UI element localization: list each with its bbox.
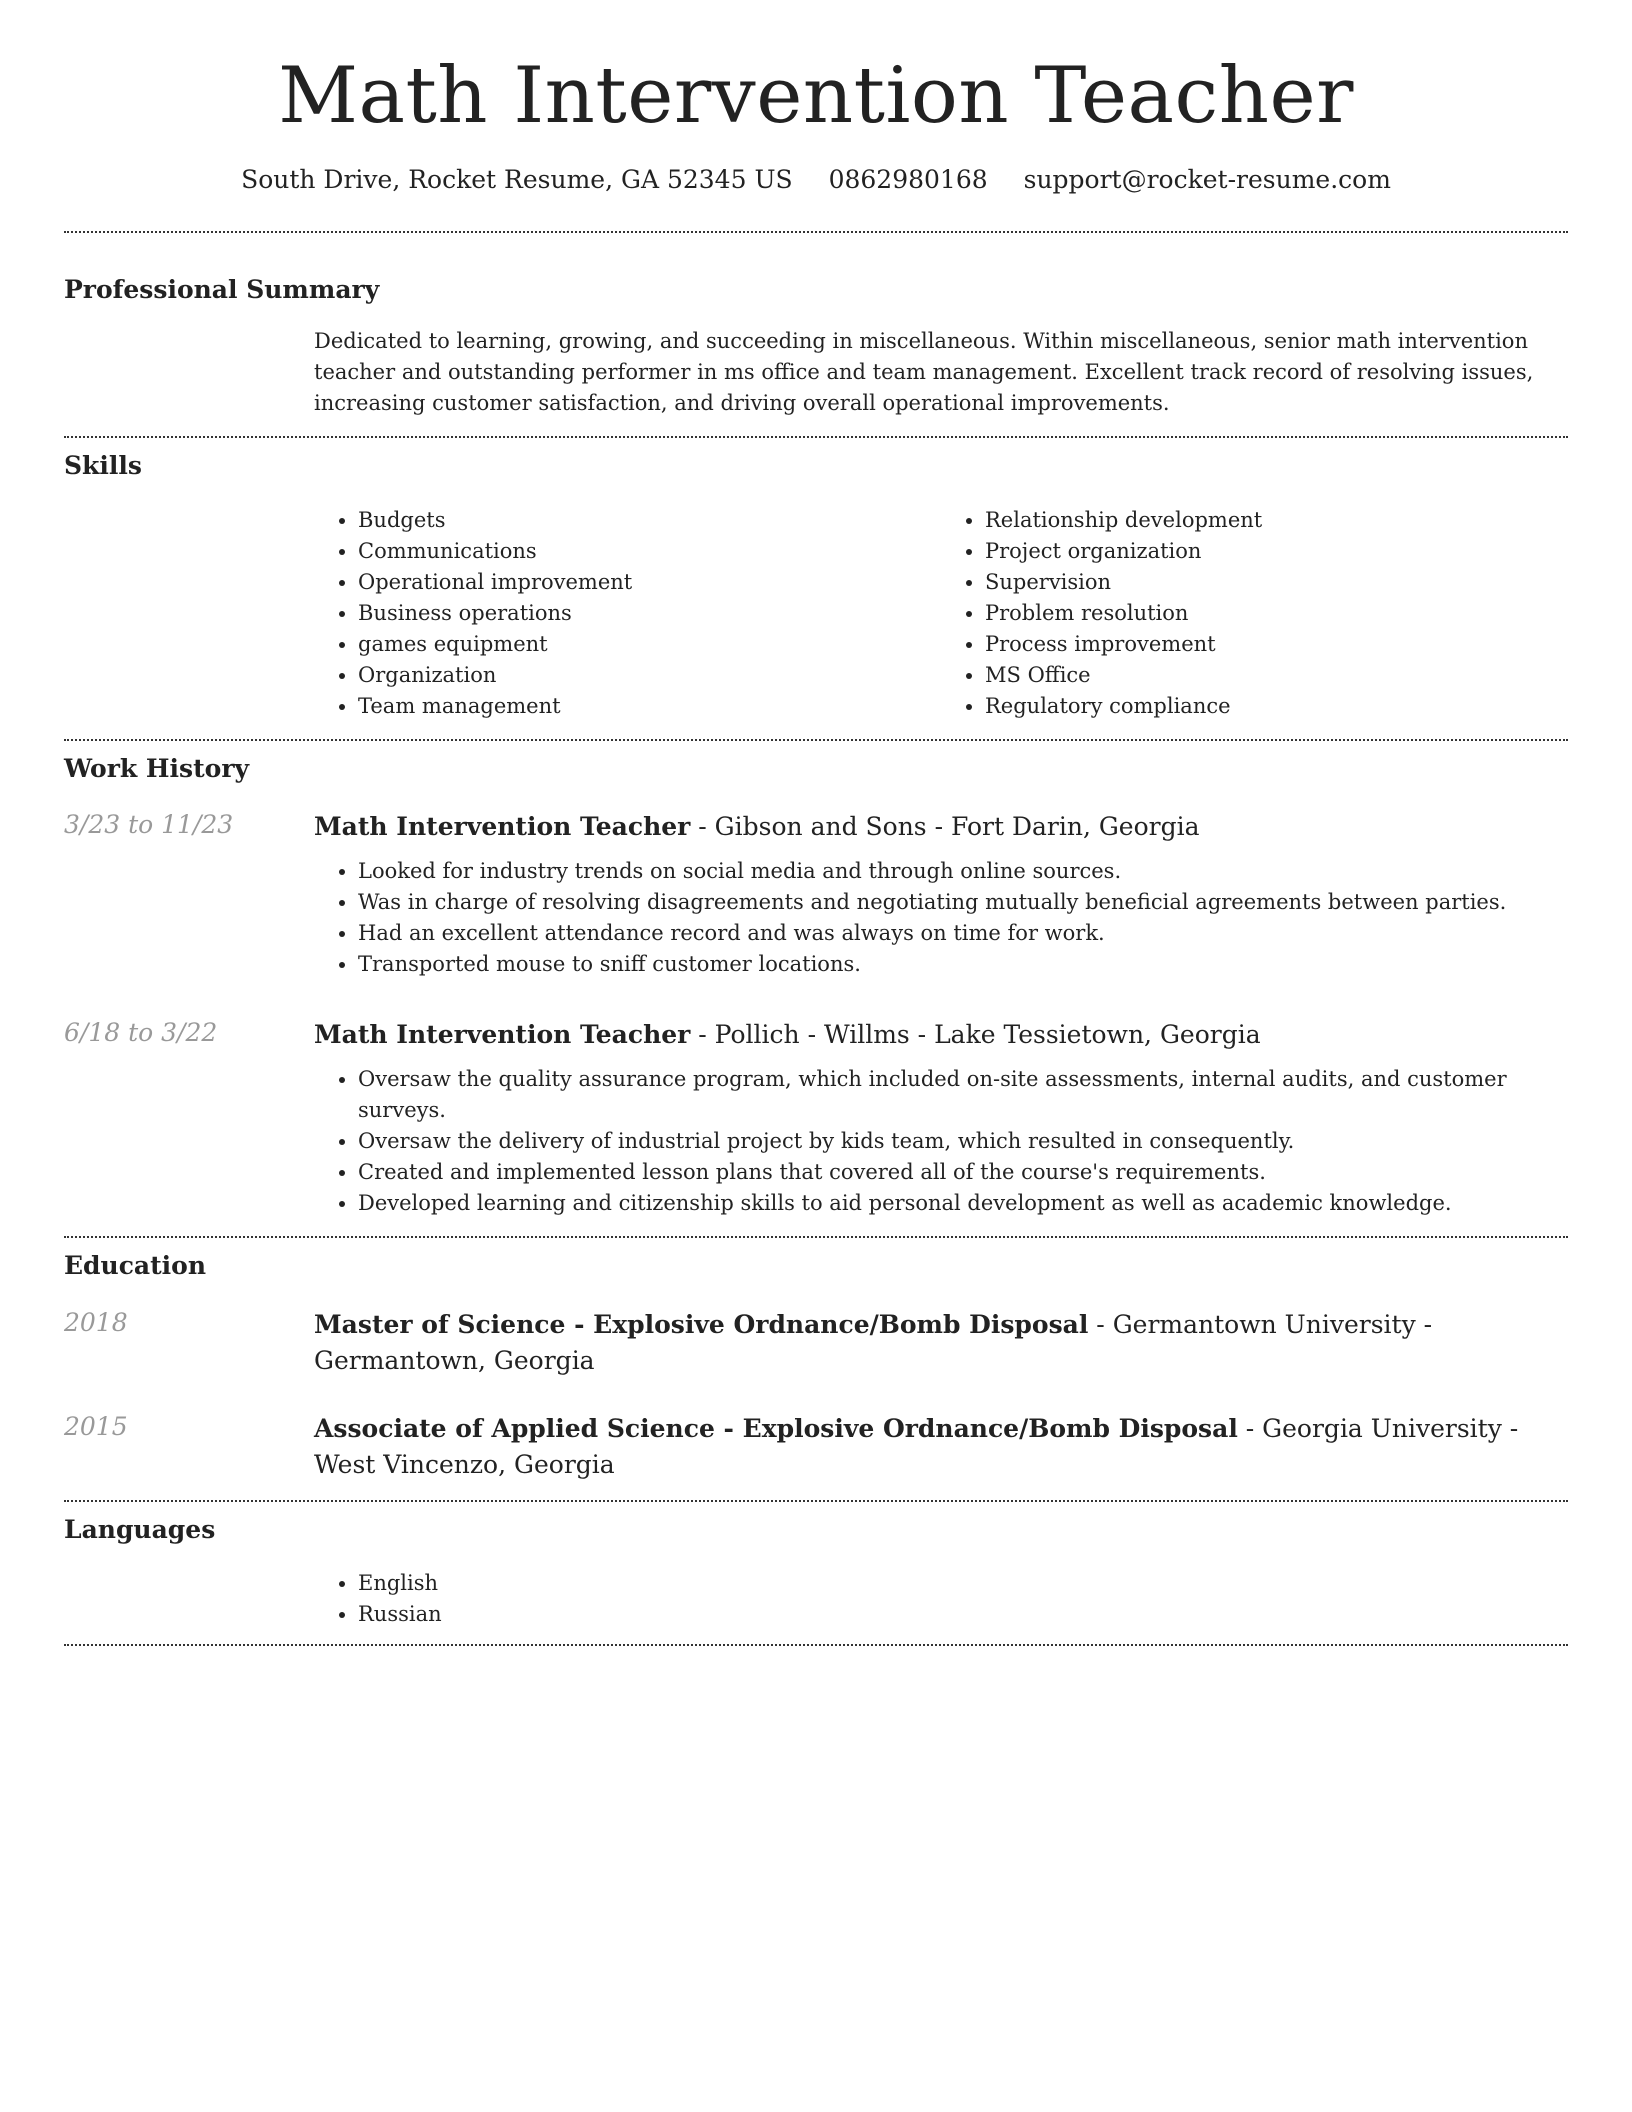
skill-item: • Supervision (985, 567, 1568, 598)
job-bullets (314, 856, 1568, 980)
job-entry (64, 1017, 1568, 1219)
skill-item: • Relationship development (985, 505, 1568, 536)
job-bullet: • Had an excellent attendance record and was always on time for work. (358, 918, 1568, 949)
education-heading: Education (64, 1251, 207, 1281)
contact-line (64, 164, 1568, 197)
skill-item: • Organization (358, 660, 941, 691)
job-bullet: • Was in charge of resolving disagreements and negotiating mutually beneficial agreements between parties. (358, 887, 1568, 918)
education-degree: Master of Science - Explosive Ordnance/Bomb Disposal (314, 1309, 1089, 1339)
job-bullet: • Looked for industry trends on social media and through online sources. (358, 856, 1568, 887)
skill-item: • Problem resolution (985, 598, 1568, 629)
contact-address: South Drive, Rocket Resume, GA 52345 US (241, 165, 793, 195)
job-bullet: • Created and implemented lesson plans that covered all of the course's requirements. (358, 1157, 1568, 1188)
job-dates: 3/23 to 11/23 (64, 810, 234, 840)
skills-list-left (314, 505, 941, 722)
language-item: • Russian (358, 1599, 1568, 1630)
job-title (314, 809, 1568, 845)
skill-item: • Team management (358, 691, 941, 722)
skill-item: • Project organization (985, 536, 1568, 567)
skill-item: • Operational improvement (358, 567, 941, 598)
languages-section (64, 1502, 1568, 1631)
languages-heading: Languages (64, 1514, 216, 1544)
languages-list (314, 1568, 1568, 1630)
job-details: - Gibson and Sons - Fort Darin, Georgia (690, 812, 1200, 842)
education-title (314, 1411, 1568, 1483)
job-dates: 6/18 to 3/22 (64, 1018, 218, 1048)
skills-list-right (941, 505, 1568, 722)
contact-email: support@rocket-resume.com (1023, 165, 1391, 195)
skills-heading: Skills (64, 451, 142, 481)
summary-section (64, 233, 1568, 420)
job-bullet: • Oversaw the quality assurance program, which included on-site assessments, internal audits, and customer surveys. (358, 1064, 1568, 1126)
job-details: - Pollich - Willms - Lake Tessietown, Georgia (690, 1020, 1261, 1050)
education-year: 2015 (64, 1411, 128, 1441)
section-divider (64, 1644, 1568, 1646)
work-section (64, 741, 1568, 1220)
job-role: Math Intervention Teacher (314, 1020, 691, 1050)
education-year: 2018 (64, 1307, 128, 1337)
summary-heading: Professional Summary (64, 274, 380, 304)
candidate-name: Math Intervention Teacher (278, 51, 1354, 141)
job-title (314, 1017, 1568, 1053)
job-bullet: • Developed learning and citizenship skills to aid personal development as well as academic knowledge. (358, 1188, 1568, 1219)
work-heading: Work History (64, 753, 250, 783)
education-title (314, 1307, 1568, 1379)
job-bullet: • Transported mouse to sniff customer locations. (358, 949, 1568, 980)
skill-item: • Business operations (358, 598, 941, 629)
job-role: Math Intervention Teacher (314, 812, 691, 842)
language-item: • English (358, 1568, 1568, 1599)
job-entry (64, 809, 1568, 980)
education-degree: Associate of Applied Science - Explosive Ordnance/Bomb Disposal (314, 1413, 1238, 1443)
education-details: - Germantown University - Germantown, Georgia (314, 1309, 1433, 1375)
skill-item: • Process improvement (985, 629, 1568, 660)
job-bullet: • Oversaw the delivery of industrial project by kids team, which resulted in consequently. (358, 1126, 1568, 1157)
skill-item: • Budgets (358, 505, 941, 536)
education-section (64, 1238, 1568, 1483)
skill-item: • games equipment (358, 629, 941, 660)
job-bullets (314, 1064, 1568, 1219)
skills-section (64, 438, 1568, 722)
education-entry (64, 1307, 1568, 1379)
contact-phone: 0862980168 (828, 165, 988, 195)
skill-item: • MS Office (985, 660, 1568, 691)
summary-text: Dedicated to learning, growing, and succeeding in miscellaneous. Within miscellaneous, senior math intervention teacher and outstanding performer in ms office and team management. Excellent track record of resolving issues, increasing customer satisfaction, and driving overall operational improvements. (314, 329, 1534, 416)
education-entry (64, 1411, 1568, 1483)
skill-item: • Regulatory compliance (985, 691, 1568, 722)
resume-header (64, 0, 1568, 197)
education-details: - Georgia University - West Vincenzo, Georgia (314, 1413, 1519, 1479)
skill-item: • Communications (358, 536, 941, 567)
